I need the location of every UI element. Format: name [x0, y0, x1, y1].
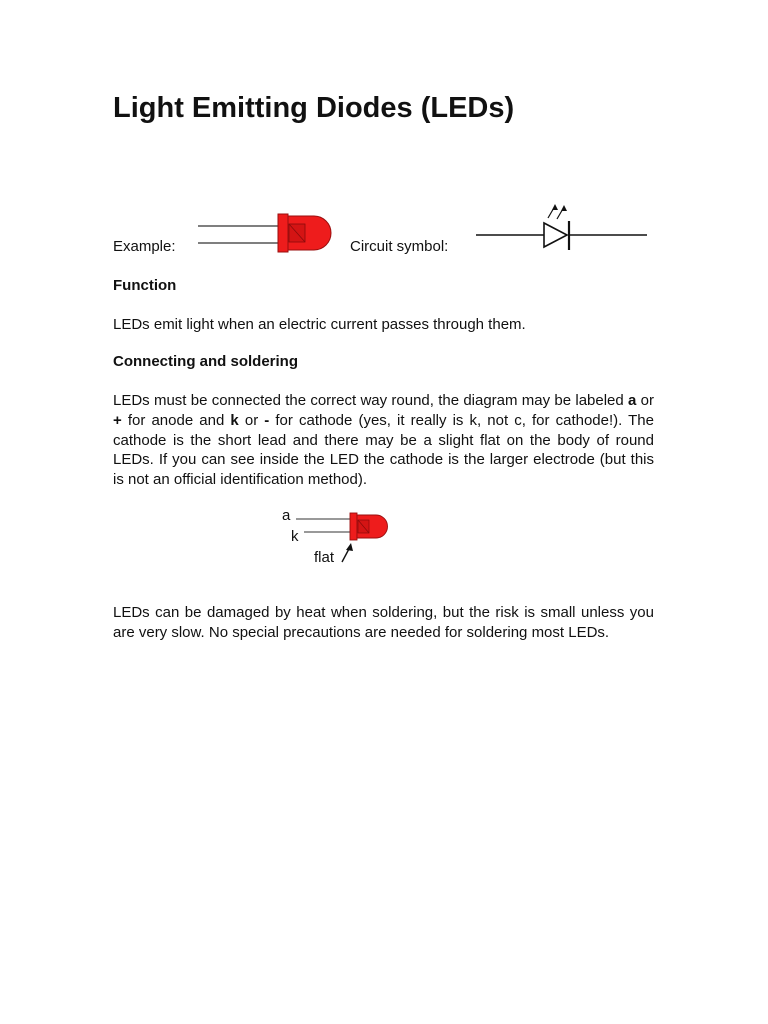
small-red-led-icon	[294, 510, 394, 568]
cathode-label: k	[291, 528, 299, 545]
function-heading: Function	[113, 277, 177, 294]
function-text: LEDs emit light when an electric current passes through them.	[113, 316, 526, 333]
circuit-symbol-label: Circuit symbol:	[350, 238, 449, 255]
anode-label: a	[282, 507, 291, 524]
led-circuit-symbol-icon	[474, 200, 650, 256]
example-label: Example:	[113, 238, 176, 255]
para1-text-4: or	[238, 411, 265, 429]
connecting-paragraph-1	[113, 391, 654, 490]
minus-sign: -	[264, 411, 270, 429]
para1-text-2: or	[636, 392, 654, 409]
connecting-heading: Connecting and soldering	[113, 353, 299, 370]
cathode-letter: k	[230, 411, 239, 429]
para1-text-5: for cathode (yes, it really is k, not c, for cathode!). The cathode is the short lead and there may be a slight flat on the body of round LEDs. If you can see inside the LED the cathode is the larger electrode (but this is not an official identification method).	[113, 411, 654, 489]
flat-label: flat	[314, 549, 335, 566]
page-title: Light Emitting Diodes (LEDs)	[113, 92, 515, 124]
para1-text-1: LEDs must be connected the correct way round, the diagram may be labeled	[113, 392, 629, 409]
connecting-paragraph-2: LEDs can be damaged by heat when soldering, but the risk is small unless you are very slow. No special precautions are needed for soldering most LEDs.	[113, 604, 654, 641]
plus-sign: +	[113, 411, 122, 429]
red-led-icon	[196, 210, 336, 258]
para1-text-3: for anode and	[121, 411, 231, 429]
anode-letter: a	[628, 392, 637, 409]
